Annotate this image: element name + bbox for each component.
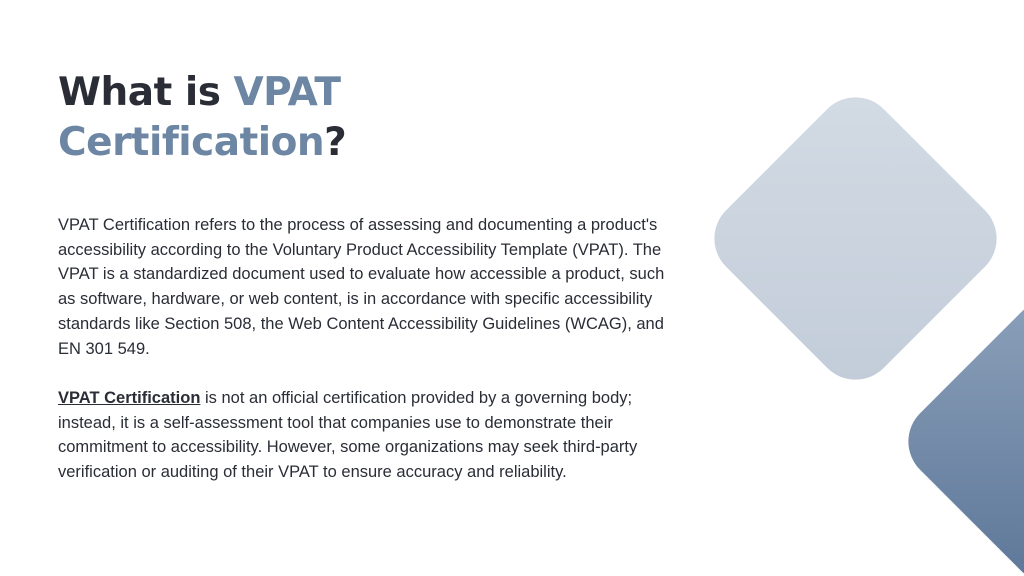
title-accent-vpat: VPAT <box>233 70 341 115</box>
page-title <box>58 68 458 168</box>
paragraph-definition <box>58 213 668 361</box>
title-prefix: What is <box>58 70 234 115</box>
vpat-certification-link[interactable]: VPAT Certification <box>58 388 201 407</box>
title-question-mark: ? <box>324 120 347 165</box>
paragraph-clarification-text: is not an official certification provided by a governing body; instead, it is a self-assessment tool that companies use to demonstrate their commitment to accessibility. However, some organizations may seek third-party verification or auditing of their VPAT to ensure accuracy and reliability. <box>58 388 638 482</box>
decorative-diamond-light <box>698 81 1013 396</box>
paragraph-definition-text: VPAT Certification refers to the process of assessing and documenting a product's accessibility according to the Voluntary Product Accessibility Template (VPAT). The VPAT is a standardized document used to evaluate how accessible a product, such as software, hardware, or web content, is in accordance with specific accessibility standards like Section 508, the Web Content Accessibility Guidelines (WCAG), and EN 301 549. <box>58 216 665 358</box>
title-accent-certification: Certification <box>58 120 325 165</box>
paragraph-clarification <box>58 386 668 485</box>
body-content <box>58 213 668 509</box>
